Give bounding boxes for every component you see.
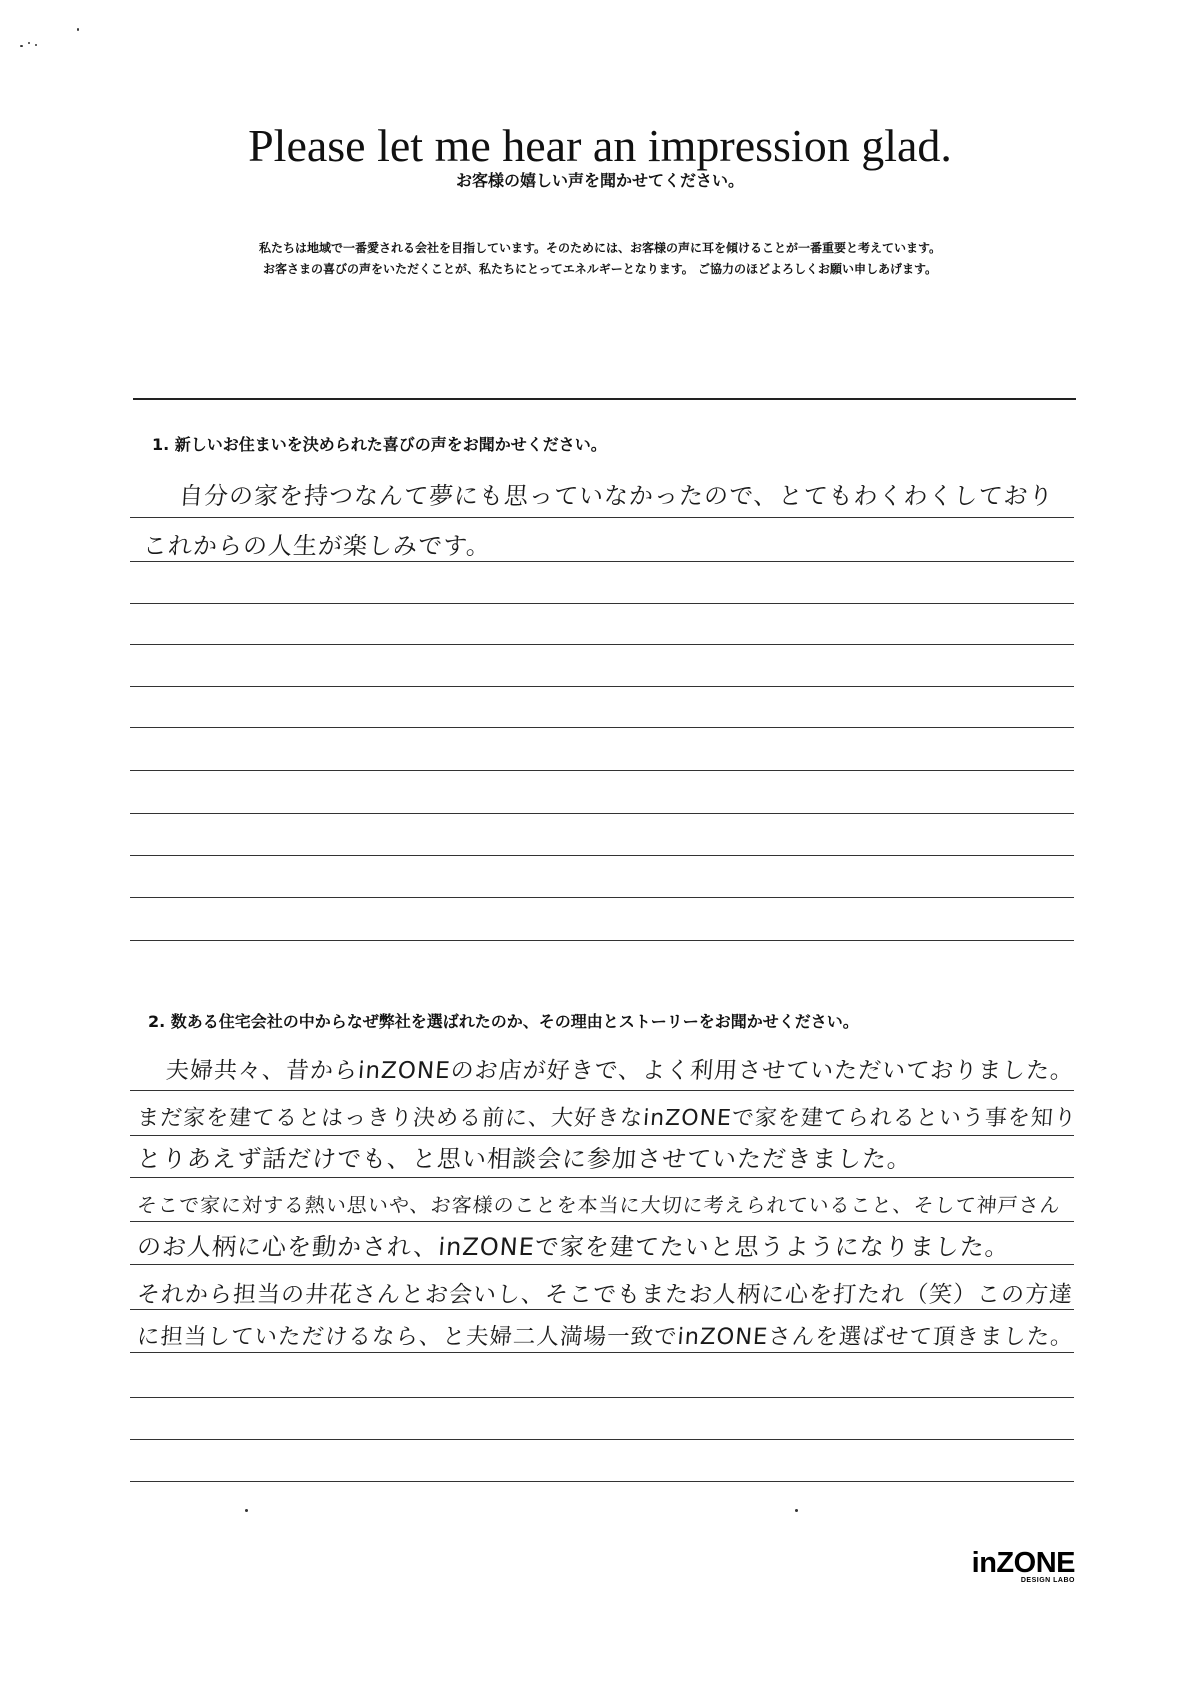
- answer-2-rule: [130, 1397, 1074, 1398]
- scan-speck: [795, 1509, 798, 1512]
- answer-2-rule: [130, 1309, 1074, 1310]
- answer-1-line-1: 自分の家を持つなんて夢にも思っていなかったので、とてもわくわくしており: [178, 482, 1055, 510]
- answer-2-line-7: に担当していただけるなら、と夫婦二人満場一致でinZONEさんを選ばせて頂きました。: [136, 1324, 1075, 1350]
- intro-text-line-1: 私たちは地域で一番愛される会社を目指しています。そのためには、お客様の声に耳を傾けることが一番重要と考えています。: [258, 241, 942, 255]
- header-divider: [133, 398, 1076, 400]
- answer-2-rule: [130, 1439, 1074, 1440]
- question-2: 2. 数ある住宅会社の中からなぜ弊社を選ばれたのか、その理由とストーリーをお聞かせください。: [148, 1012, 859, 1031]
- intro-text-line-2: お客さまの喜びの声をいただくことが、私たちにとってエネルギーとなります。 ご協力のほどよろしくお願い申しあげます。: [262, 262, 938, 276]
- answer-2-line-6: それから担当の井花さんとお会いし、そこでもまたお人柄に心を打たれ（笑）この方達: [136, 1282, 1074, 1308]
- answer-2-rule: [130, 1352, 1074, 1353]
- answer-2-line-5: のお人柄に心を動かされ、inZONEで家を建てたいと思うようになりました。: [136, 1233, 1011, 1261]
- question-1: 1. 新しいお住まいを決められた喜びの声をお聞かせください。: [152, 435, 607, 454]
- scan-speck: [77, 28, 79, 31]
- answer-1-rule: [130, 940, 1074, 941]
- answer-1-rule: [130, 727, 1074, 728]
- scan-speck: [28, 42, 30, 44]
- answer-2-line-4: そこで家に対する熱い思いや、お客様のことを本当に大切に考えられていること、そして神戸さん: [136, 1193, 1062, 1217]
- answer-2-rule: [130, 1135, 1074, 1136]
- answer-2-rule: [130, 1481, 1074, 1482]
- answer-2-rule: [130, 1264, 1074, 1265]
- answer-1-rule: [130, 813, 1074, 814]
- answer-2-rule: [130, 1177, 1074, 1178]
- scan-speck: [35, 44, 37, 46]
- answer-1-rule: [130, 517, 1074, 518]
- answer-2-rule: [130, 1090, 1074, 1091]
- scan-speck: [245, 1509, 248, 1512]
- answer-1-rule: [130, 603, 1074, 604]
- scan-speck: [20, 45, 23, 47]
- answer-1-rule: [130, 897, 1074, 898]
- inzone-logo-subtitle: DESIGN LABO: [1020, 1577, 1075, 1584]
- page-subtitle: お客様の嬉しい声を聞かせてください。: [455, 171, 744, 190]
- answer-1-rule: [130, 686, 1074, 687]
- answer-2-line-1: 夫婦共々、昔からinZONEのお店が好きで、よく利用させていただいておりました。: [165, 1058, 1076, 1084]
- answer-1-rule: [130, 855, 1074, 856]
- answer-1-rule: [130, 644, 1074, 645]
- answer-1-line-2: これからの人生が楽しみです。: [142, 532, 493, 560]
- answer-1-rule: [130, 561, 1074, 562]
- inzone-logo: inZONE: [971, 1547, 1075, 1579]
- page-title: Please let me hear an impression glad.: [248, 120, 952, 171]
- answer-2-rule: [130, 1221, 1074, 1222]
- answer-1-rule: [130, 770, 1074, 771]
- answer-2-line-3: とりあえず話だけでも、と思い相談会に参加させていただきました。: [136, 1145, 914, 1173]
- answer-2-line-2: まだ家を建てるとはっきり決める前に、大好きなinZONEで家を建てられるという事を知り: [136, 1106, 1078, 1131]
